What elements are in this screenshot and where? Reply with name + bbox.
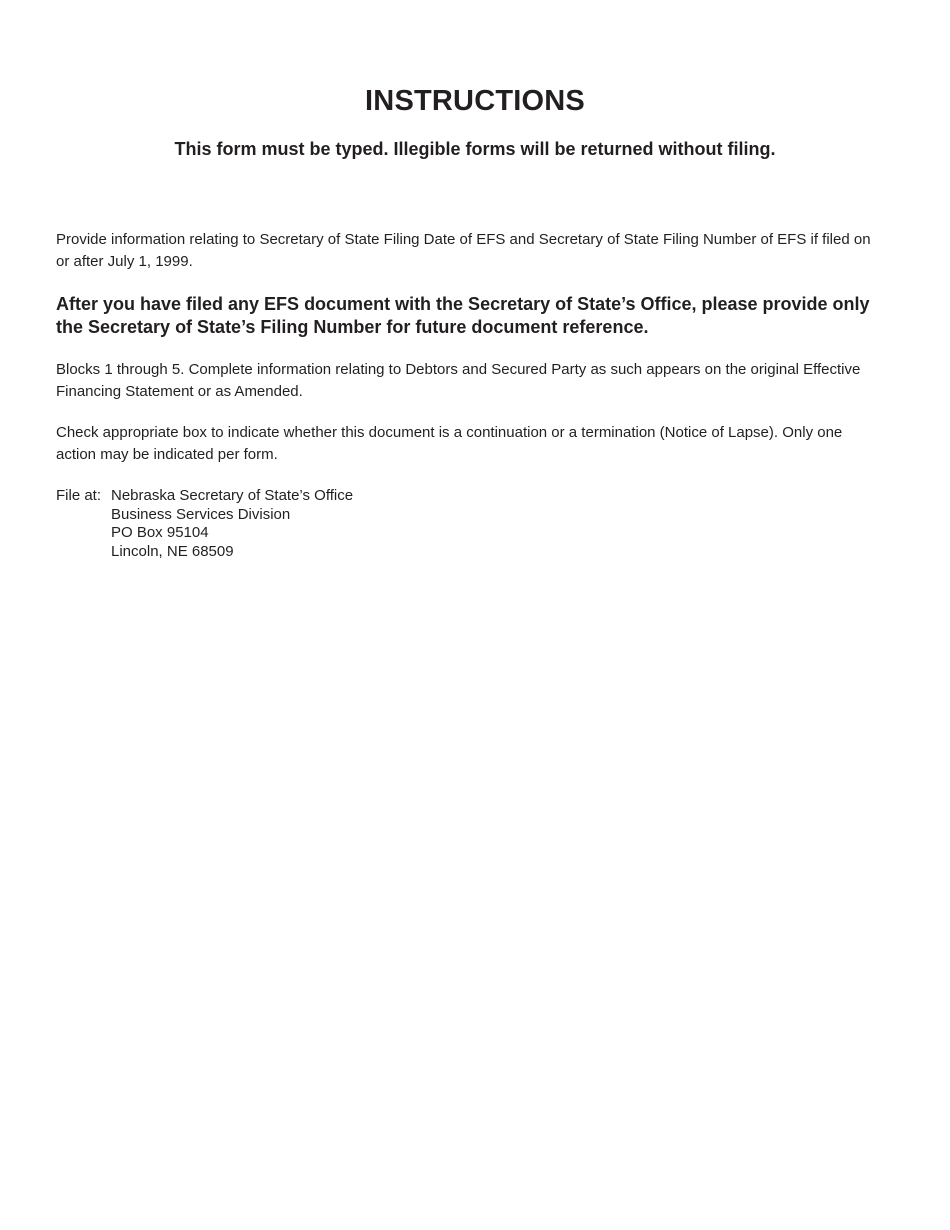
- filing-info-paragraph: Provide information relating to Secretary of State Filing Date of EFS and Secretary of State Filing Number of EFS if filed on or after July 1, 1999.: [56, 231, 871, 270]
- address-line-city: Lincoln, NE 68509: [111, 543, 234, 561]
- blocks-paragraph: Blocks 1 through 5. Complete information relating to Debtors and Secured Party as such appears on the original Effective Financing Statement or as Amended.: [56, 361, 861, 400]
- page-title: INSTRUCTIONS: [365, 85, 585, 117]
- check-box-paragraph: Check appropriate box to indicate whether this document is a continuation or a termination (Notice of Lapse). Only one action may be indicated per form.: [56, 424, 843, 463]
- address-line-po-box: PO Box 95104: [111, 524, 209, 542]
- page-subtitle: This form must be typed. Illegible forms will be returned without filing.: [174, 139, 776, 159]
- file-at-label: File at:: [56, 487, 102, 504]
- address-line-division: Business Services Division: [111, 505, 291, 523]
- mailing-address: [111, 487, 353, 562]
- address-line-office: Nebraska Secretary of State’s Office: [111, 487, 354, 504]
- notice-paragraph: After you have filed any EFS document with the Secretary of State’s Office, please provide only the Secretary of State’s Filing Number for future document reference.: [56, 294, 870, 337]
